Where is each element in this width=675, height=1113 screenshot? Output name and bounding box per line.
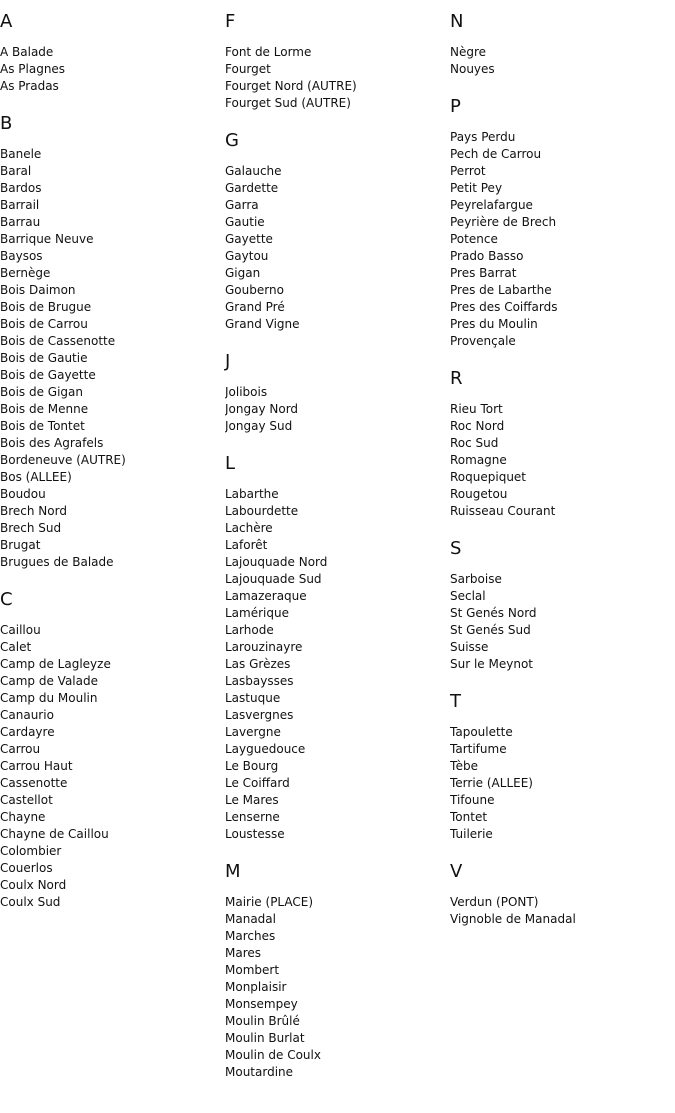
street-name: Provençale xyxy=(450,334,516,348)
section-letter-heading: F xyxy=(225,11,236,32)
letter-group xyxy=(450,537,670,673)
letter-group xyxy=(450,367,670,520)
street-name: Suisse xyxy=(450,640,489,654)
street-name: Loustesse xyxy=(225,827,285,841)
street-name: Brugues de Balade xyxy=(0,555,114,569)
letter-group xyxy=(225,350,445,435)
section-letter-heading: M xyxy=(225,861,241,882)
section-letter-heading: P xyxy=(450,96,461,117)
street-name: Barrau xyxy=(0,215,41,229)
street-list xyxy=(450,571,670,673)
section-letter-heading: T xyxy=(450,691,461,712)
street-name: Peyrelafargue xyxy=(450,198,533,212)
street-list xyxy=(450,894,670,928)
street-name: Fourget Nord (AUTRE) xyxy=(225,79,357,93)
street-name: Seclal xyxy=(450,589,486,603)
street-name: Roc Nord xyxy=(450,419,505,433)
street-name: Gayette xyxy=(225,232,273,246)
street-name: Gautie xyxy=(225,215,265,229)
street-name: Camp de Valade xyxy=(0,674,98,688)
street-name: Mares xyxy=(225,946,262,960)
street-name: Barrail xyxy=(0,198,40,212)
section-letter-heading: R xyxy=(450,368,463,389)
street-name: Cardayre xyxy=(0,725,55,739)
street-name: Brugat xyxy=(0,538,41,552)
street-name: Lastuque xyxy=(225,691,281,705)
street-name: Roquepiquet xyxy=(450,470,527,484)
street-name: Bois de Gigan xyxy=(0,385,83,399)
street-name: Bois de Carrou xyxy=(0,317,88,331)
street-list xyxy=(225,384,445,435)
street-name: Grand Vigne xyxy=(225,317,300,331)
street-name: Banele xyxy=(0,147,42,161)
street-name: Perrot xyxy=(450,164,486,178)
street-name: Bardos xyxy=(0,181,42,195)
street-name: Le Bourg xyxy=(225,759,279,773)
street-name: Vignoble de Manadal xyxy=(450,912,576,926)
street-name: Prado Basso xyxy=(450,249,524,263)
street-name: Colombier xyxy=(0,844,62,858)
letter-group xyxy=(225,10,445,112)
street-name: Lasvergnes xyxy=(225,708,294,722)
street-list xyxy=(450,129,670,350)
street-name: Lachère xyxy=(225,521,273,535)
street-name: Lavergne xyxy=(225,725,281,739)
street-name: Coulx Nord xyxy=(0,878,67,892)
section-letter-heading: A xyxy=(0,11,13,32)
street-name: Verdun (PONT) xyxy=(450,895,539,909)
street-name: Lamérique xyxy=(225,606,289,620)
street-name: Rieu Tort xyxy=(450,402,503,416)
street-name: Le Coiffard xyxy=(225,776,290,790)
street-name: Tifoune xyxy=(450,793,495,807)
street-name: Fourget Sud (AUTRE) xyxy=(225,96,351,110)
street-name: Laforêt xyxy=(225,538,268,552)
street-name: Carrou Haut xyxy=(0,759,73,773)
letter-group xyxy=(225,860,445,1081)
street-name: Peyrière de Brech xyxy=(450,215,557,229)
street-name: Monsempey xyxy=(225,997,298,1011)
street-name: Brech Sud xyxy=(0,521,62,535)
street-name: Bernège xyxy=(0,266,51,280)
section-letter-heading: V xyxy=(450,861,463,882)
street-name: Lajouquade Sud xyxy=(225,572,322,586)
section-letter-heading: S xyxy=(450,538,462,559)
street-name: Manadal xyxy=(225,912,276,926)
street-name: As Pradas xyxy=(0,79,59,93)
street-name: Bois de Menne xyxy=(0,402,89,416)
street-list xyxy=(0,44,220,95)
letter-group xyxy=(0,588,220,911)
street-name: Bois de Tontet xyxy=(0,419,85,433)
street-name: Labarthe xyxy=(225,487,279,501)
street-name: Grand Pré xyxy=(225,300,285,314)
street-name: Tontet xyxy=(450,810,488,824)
street-name: Romagne xyxy=(450,453,507,467)
street-name: Jongay Sud xyxy=(225,419,293,433)
street-name: Gardette xyxy=(225,181,279,195)
letter-group xyxy=(450,860,670,928)
index-column-1 xyxy=(0,10,220,928)
street-name: Pres du Moulin xyxy=(450,317,538,331)
street-name: Baral xyxy=(0,164,32,178)
street-name: Sur le Meynot xyxy=(450,657,533,671)
street-name: Pres de Labarthe xyxy=(450,283,552,297)
street-name: Moulin Burlat xyxy=(225,1031,305,1045)
street-name: Fourget xyxy=(225,62,271,76)
street-name: Bois de Gayette xyxy=(0,368,96,382)
street-name: Gaytou xyxy=(225,249,269,263)
street-list xyxy=(450,724,670,843)
street-name: Layguedouce xyxy=(225,742,306,756)
street-name: Font de Lorme xyxy=(225,45,312,59)
street-name: Bois de Cassenotte xyxy=(0,334,116,348)
street-name: Roc Sud xyxy=(450,436,499,450)
street-name: Moulin Brûlé xyxy=(225,1014,300,1028)
street-name: Coulx Sud xyxy=(0,895,61,909)
street-name: Marches xyxy=(225,929,276,943)
street-name: Gigan xyxy=(225,266,261,280)
street-name: Tuilerie xyxy=(450,827,493,841)
street-list xyxy=(0,622,220,911)
street-name: Bois de Gautie xyxy=(0,351,88,365)
street-name: Chayne xyxy=(0,810,46,824)
street-name: Terrie (ALLEE) xyxy=(450,776,533,790)
street-name: Couerlos xyxy=(0,861,53,875)
street-name: Sarboise xyxy=(450,572,502,586)
street-list xyxy=(450,44,670,78)
street-name: Lajouquade Nord xyxy=(225,555,328,569)
street-name: Rougetou xyxy=(450,487,508,501)
index-column-2 xyxy=(225,10,445,1098)
street-name: Carrou xyxy=(0,742,41,756)
street-name: Bois de Brugue xyxy=(0,300,92,314)
street-list xyxy=(225,163,445,333)
street-name: Larouzinayre xyxy=(225,640,303,654)
section-letter-heading: J xyxy=(225,351,231,372)
street-name: Gouberno xyxy=(225,283,284,297)
street-name: Pech de Carrou xyxy=(450,147,542,161)
street-name: Cassenotte xyxy=(0,776,68,790)
street-name: Potence xyxy=(450,232,498,246)
street-name: Pres Barrat xyxy=(450,266,517,280)
street-name: Lenserne xyxy=(225,810,280,824)
street-name: Lasbaysses xyxy=(225,674,294,688)
street-name: Pays Perdu xyxy=(450,130,516,144)
street-name: Nouyes xyxy=(450,62,495,76)
street-name: Castellot xyxy=(0,793,53,807)
letter-group xyxy=(450,690,670,843)
street-name: Mairie (PLACE) xyxy=(225,895,314,909)
letter-group xyxy=(225,452,445,843)
street-name: Jongay Nord xyxy=(225,402,299,416)
street-name: Las Grèzes xyxy=(225,657,291,671)
street-name: Moulin de Coulx xyxy=(225,1048,321,1062)
street-list xyxy=(225,894,445,1081)
street-name: Le Mares xyxy=(225,793,279,807)
street-name: Bois des Agrafels xyxy=(0,436,104,450)
street-name: Camp de Lagleyze xyxy=(0,657,111,671)
street-name: Nègre xyxy=(450,45,487,59)
street-list xyxy=(450,401,670,520)
letter-group xyxy=(0,112,220,571)
index-column-3 xyxy=(450,10,670,945)
section-letter-heading: N xyxy=(450,11,464,32)
street-name: Larhode xyxy=(225,623,274,637)
street-name: Tèbe xyxy=(450,759,479,773)
street-name: St Genés Sud xyxy=(450,623,531,637)
section-letter-heading: B xyxy=(0,113,13,134)
letter-group xyxy=(450,95,670,350)
section-letter-heading: G xyxy=(225,130,239,151)
letter-group xyxy=(225,129,445,333)
street-name: Garra xyxy=(225,198,259,212)
street-name: Pres des Coiffards xyxy=(450,300,558,314)
street-name: Petit Pey xyxy=(450,181,503,195)
street-name: Bos (ALLEE) xyxy=(0,470,72,484)
street-name: Baysos xyxy=(0,249,43,263)
street-name: Lamazeraque xyxy=(225,589,307,603)
street-name: Bordeneuve (AUTRE) xyxy=(0,453,126,467)
letter-group xyxy=(450,10,670,78)
street-name: Bois Daimon xyxy=(0,283,76,297)
street-name: As Plagnes xyxy=(0,62,66,76)
street-list xyxy=(0,146,220,571)
street-name: Barrique Neuve xyxy=(0,232,94,246)
street-name: Brech Nord xyxy=(0,504,67,518)
street-name: Canaurio xyxy=(0,708,54,722)
street-name: Galauche xyxy=(225,164,282,178)
street-name: Camp du Moulin xyxy=(0,691,98,705)
street-name: Ruisseau Courant xyxy=(450,504,556,518)
street-name: A Balade xyxy=(0,45,54,59)
street-name: Boudou xyxy=(0,487,46,501)
section-letter-heading: L xyxy=(225,453,236,474)
street-list xyxy=(225,44,445,112)
street-name: Tapoulette xyxy=(450,725,513,739)
street-name: Monplaisir xyxy=(225,980,287,994)
letter-group xyxy=(0,10,220,95)
street-name: Tartifume xyxy=(450,742,507,756)
street-name: Calet xyxy=(0,640,32,654)
street-name: Chayne de Caillou xyxy=(0,827,109,841)
street-name: Jolibois xyxy=(225,385,268,399)
street-name: Caillou xyxy=(0,623,41,637)
street-list xyxy=(225,486,445,843)
street-name: Moutardine xyxy=(225,1065,294,1079)
street-name: Labourdette xyxy=(225,504,299,518)
section-letter-heading: C xyxy=(0,589,13,610)
street-name: St Genés Nord xyxy=(450,606,537,620)
street-name: Mombert xyxy=(225,963,280,977)
